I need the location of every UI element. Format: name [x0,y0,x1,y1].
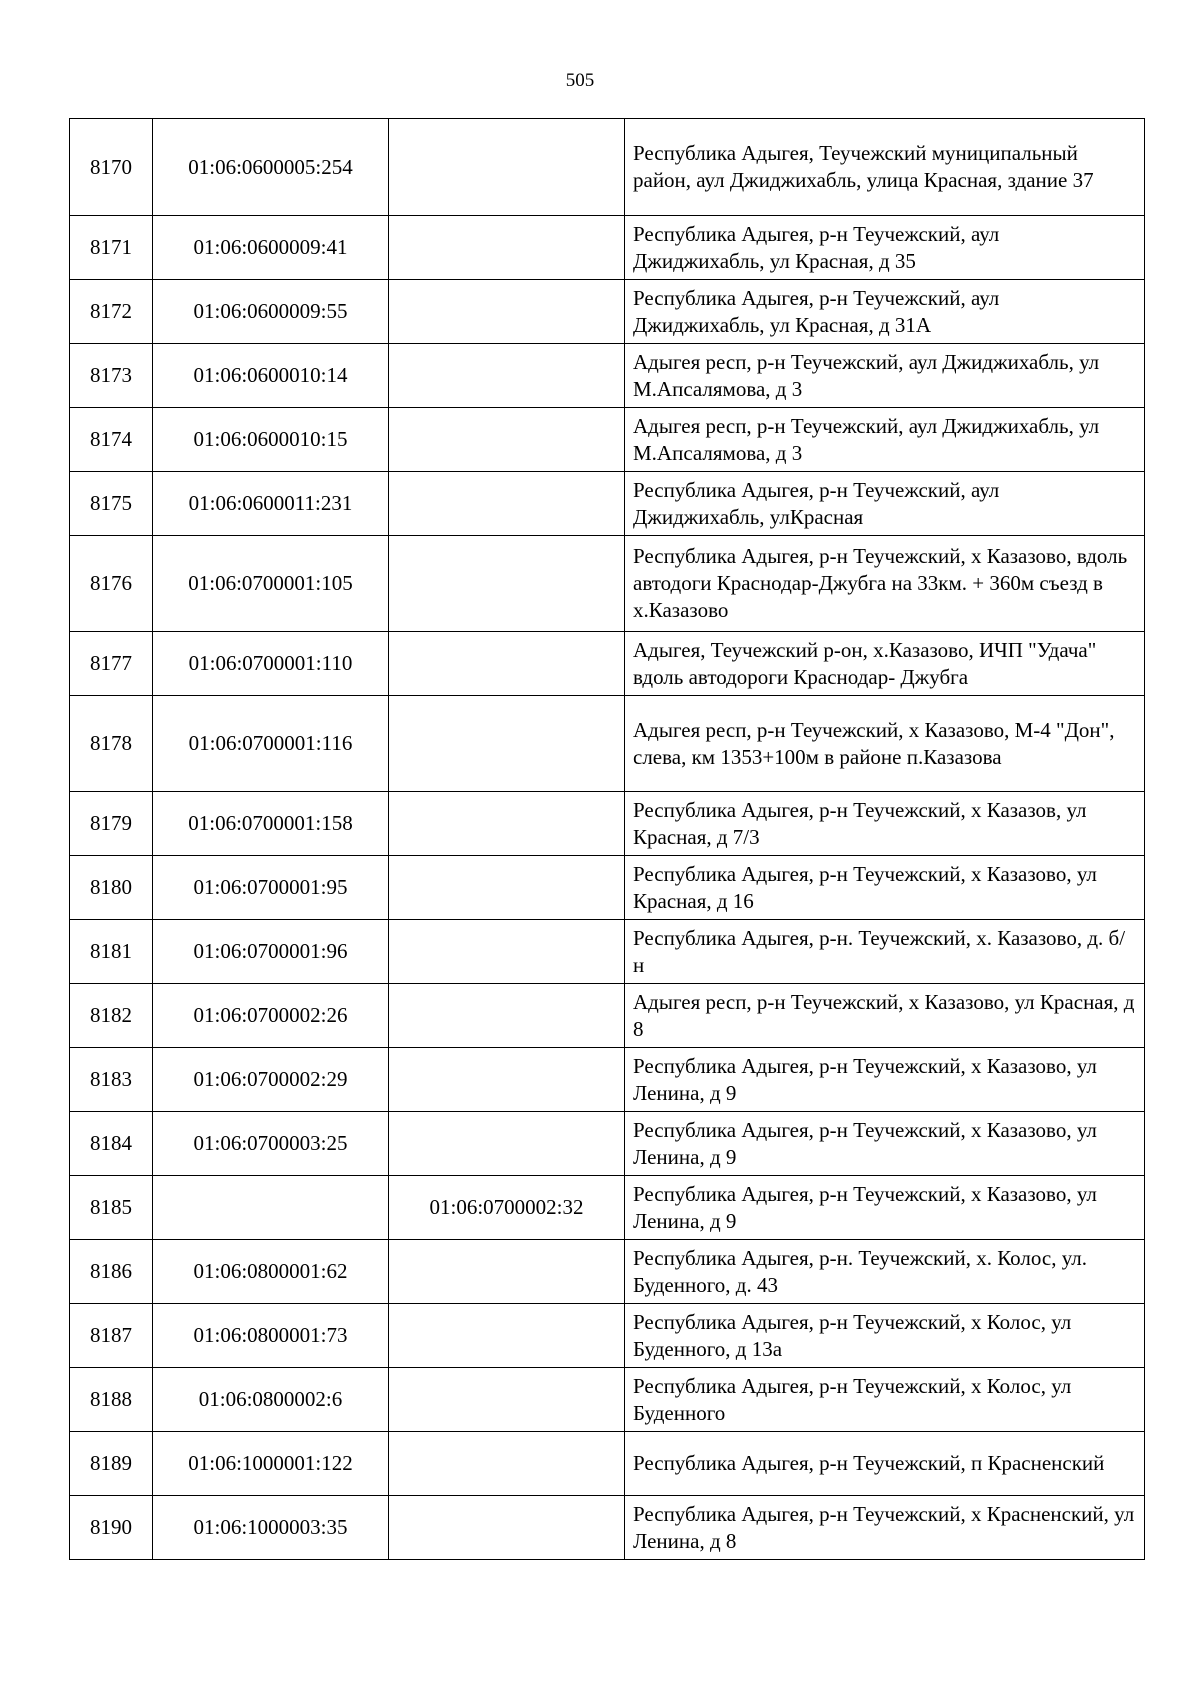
cadastral-number-cell: 01:06:0700001:110 [153,632,389,696]
cadastral-number-cell: 01:06:0700002:26 [153,984,389,1048]
related-cadastral-number-cell [389,1304,625,1368]
row-number-cell: 8183 [70,1048,153,1112]
cadastral-number-cell: 01:06:0600009:55 [153,280,389,344]
table-row [70,984,1145,1048]
related-cadastral-number-cell [389,280,625,344]
cadastral-number-cell: 01:06:0600010:14 [153,344,389,408]
cadastral-number-cell: 01:06:0800002:6 [153,1368,389,1432]
address-cell: Республика Адыгея, р-н Теучежский, х Казазов, ул Красная, д 7/3 [625,792,1145,856]
related-cadastral-number-cell [389,856,625,920]
address-cell: Республика Адыгея, р-н Теучежский, аул Джиджихабль, ул Красная, д 31А [625,280,1145,344]
table-row [70,1048,1145,1112]
cadastral-number-cell: 01:06:0700001:105 [153,536,389,632]
address-cell: Адыгея, Теучежский р-он, х.Казазово, ИЧП "Удача" вдоль автодороги Краснодар- Джубга [625,632,1145,696]
cadastral-number-cell: 01:06:0600005:254 [153,119,389,216]
registry-table [69,118,1145,1560]
related-cadastral-number-cell: 01:06:0700002:32 [389,1176,625,1240]
registry-table-body [70,119,1145,1560]
row-number-cell: 8182 [70,984,153,1048]
table-row [70,280,1145,344]
row-number-cell: 8189 [70,1432,153,1496]
related-cadastral-number-cell [389,536,625,632]
address-cell: Республика Адыгея, р-н Теучежский, х Казазово, ул Красная, д 16 [625,856,1145,920]
row-number-cell: 8186 [70,1240,153,1304]
related-cadastral-number-cell [389,632,625,696]
address-cell: Республика Адыгея, р-н Теучежский, х Казазово, ул Ленина, д 9 [625,1176,1145,1240]
table-row [70,1432,1145,1496]
table-row [70,1112,1145,1176]
related-cadastral-number-cell [389,408,625,472]
table-row [70,1304,1145,1368]
address-cell: Адыгея респ, р-н Теучежский, х Казазово, ул Красная, д 8 [625,984,1145,1048]
address-cell: Республика Адыгея, р-н Теучежский, аул Джиджихабль, ул Красная, д 35 [625,216,1145,280]
related-cadastral-number-cell [389,1496,625,1560]
row-number-cell: 8179 [70,792,153,856]
table-row [70,216,1145,280]
table-row [70,1240,1145,1304]
row-number-cell: 8170 [70,119,153,216]
cadastral-number-cell: 01:06:0700001:95 [153,856,389,920]
table-row [70,536,1145,632]
row-number-cell: 8190 [70,1496,153,1560]
table-row [70,119,1145,216]
row-number-cell: 8173 [70,344,153,408]
related-cadastral-number-cell [389,119,625,216]
table-row [70,696,1145,792]
row-number-cell: 8174 [70,408,153,472]
address-cell: Республика Адыгея, р-н. Теучежский, х. Казазово, д. б/н [625,920,1145,984]
address-cell: Адыгея респ, р-н Теучежский, х Казазово, М-4 "Дон", слева, км 1353+100м в районе п.Казазова [625,696,1145,792]
row-number-cell: 8181 [70,920,153,984]
cadastral-number-cell: 01:06:0700001:116 [153,696,389,792]
cadastral-number-cell: 01:06:1000003:35 [153,1496,389,1560]
related-cadastral-number-cell [389,1112,625,1176]
table-row [70,344,1145,408]
row-number-cell: 8175 [70,472,153,536]
row-number-cell: 8176 [70,536,153,632]
related-cadastral-number-cell [389,1432,625,1496]
page-number: 505 [565,70,595,91]
address-cell: Республика Адыгея, р-н Теучежский, п Красненский [625,1432,1145,1496]
address-cell: Республика Адыгея, р-н Теучежский, х Красненский, ул Ленина, д 8 [625,1496,1145,1560]
cadastral-number-cell [153,1176,389,1240]
cadastral-number-cell: 01:06:0800001:62 [153,1240,389,1304]
related-cadastral-number-cell [389,984,625,1048]
row-number-cell: 8178 [70,696,153,792]
row-number-cell: 8171 [70,216,153,280]
table-row [70,856,1145,920]
related-cadastral-number-cell [389,696,625,792]
cadastral-number-cell: 01:06:1000001:122 [153,1432,389,1496]
table-row [70,1176,1145,1240]
row-number-cell: 8184 [70,1112,153,1176]
address-cell: Республика Адыгея, р-н. Теучежский, х. Колос, ул. Буденного, д. 43 [625,1240,1145,1304]
cadastral-number-cell: 01:06:0600009:41 [153,216,389,280]
address-cell: Республика Адыгея, Теучежский муниципальный район, аул Джиджихабль, улица Красная, здание 37 [625,119,1145,216]
table-row [70,1496,1145,1560]
address-cell: Республика Адыгея, р-н Теучежский, х Казазово, ул Ленина, д 9 [625,1112,1145,1176]
cadastral-number-cell: 01:06:0600010:15 [153,408,389,472]
table-row [70,920,1145,984]
table-row [70,632,1145,696]
cadastral-number-cell: 01:06:0700002:29 [153,1048,389,1112]
related-cadastral-number-cell [389,1368,625,1432]
row-number-cell: 8177 [70,632,153,696]
cadastral-number-cell: 01:06:0700001:158 [153,792,389,856]
cadastral-number-cell: 01:06:0700001:96 [153,920,389,984]
address-cell: Адыгея респ, р-н Теучежский, аул Джиджихабль, ул М.Апсалямова, д 3 [625,344,1145,408]
table-row [70,408,1145,472]
row-number-cell: 8185 [70,1176,153,1240]
row-number-cell: 8188 [70,1368,153,1432]
related-cadastral-number-cell [389,344,625,408]
table-row [70,792,1145,856]
table-row [70,472,1145,536]
related-cadastral-number-cell [389,920,625,984]
related-cadastral-number-cell [389,1240,625,1304]
address-cell: Республика Адыгея, р-н Теучежский, х Колос, ул Буденного, д 13а [625,1304,1145,1368]
cadastral-number-cell: 01:06:0700003:25 [153,1112,389,1176]
table-row [70,1368,1145,1432]
row-number-cell: 8187 [70,1304,153,1368]
address-cell: Республика Адыгея, р-н Теучежский, х Колос, ул Буденного [625,1368,1145,1432]
address-cell: Республика Адыгея, р-н Теучежский, х Казазово, ул Ленина, д 9 [625,1048,1145,1112]
related-cadastral-number-cell [389,472,625,536]
address-cell: Республика Адыгея, р-н Теучежский, х Казазово, вдоль автодоги Краснодар-Джубга на 33км. + 360м съезд в х.Казазово [625,536,1145,632]
row-number-cell: 8172 [70,280,153,344]
address-cell: Республика Адыгея, р-н Теучежский, аул Джиджихабль, улКрасная [625,472,1145,536]
cadastral-number-cell: 01:06:0800001:73 [153,1304,389,1368]
address-cell: Адыгея респ, р-н Теучежский, аул Джиджихабль, ул М.Апсалямова, д 3 [625,408,1145,472]
row-number-cell: 8180 [70,856,153,920]
related-cadastral-number-cell [389,1048,625,1112]
cadastral-number-cell: 01:06:0600011:231 [153,472,389,536]
related-cadastral-number-cell [389,792,625,856]
related-cadastral-number-cell [389,216,625,280]
